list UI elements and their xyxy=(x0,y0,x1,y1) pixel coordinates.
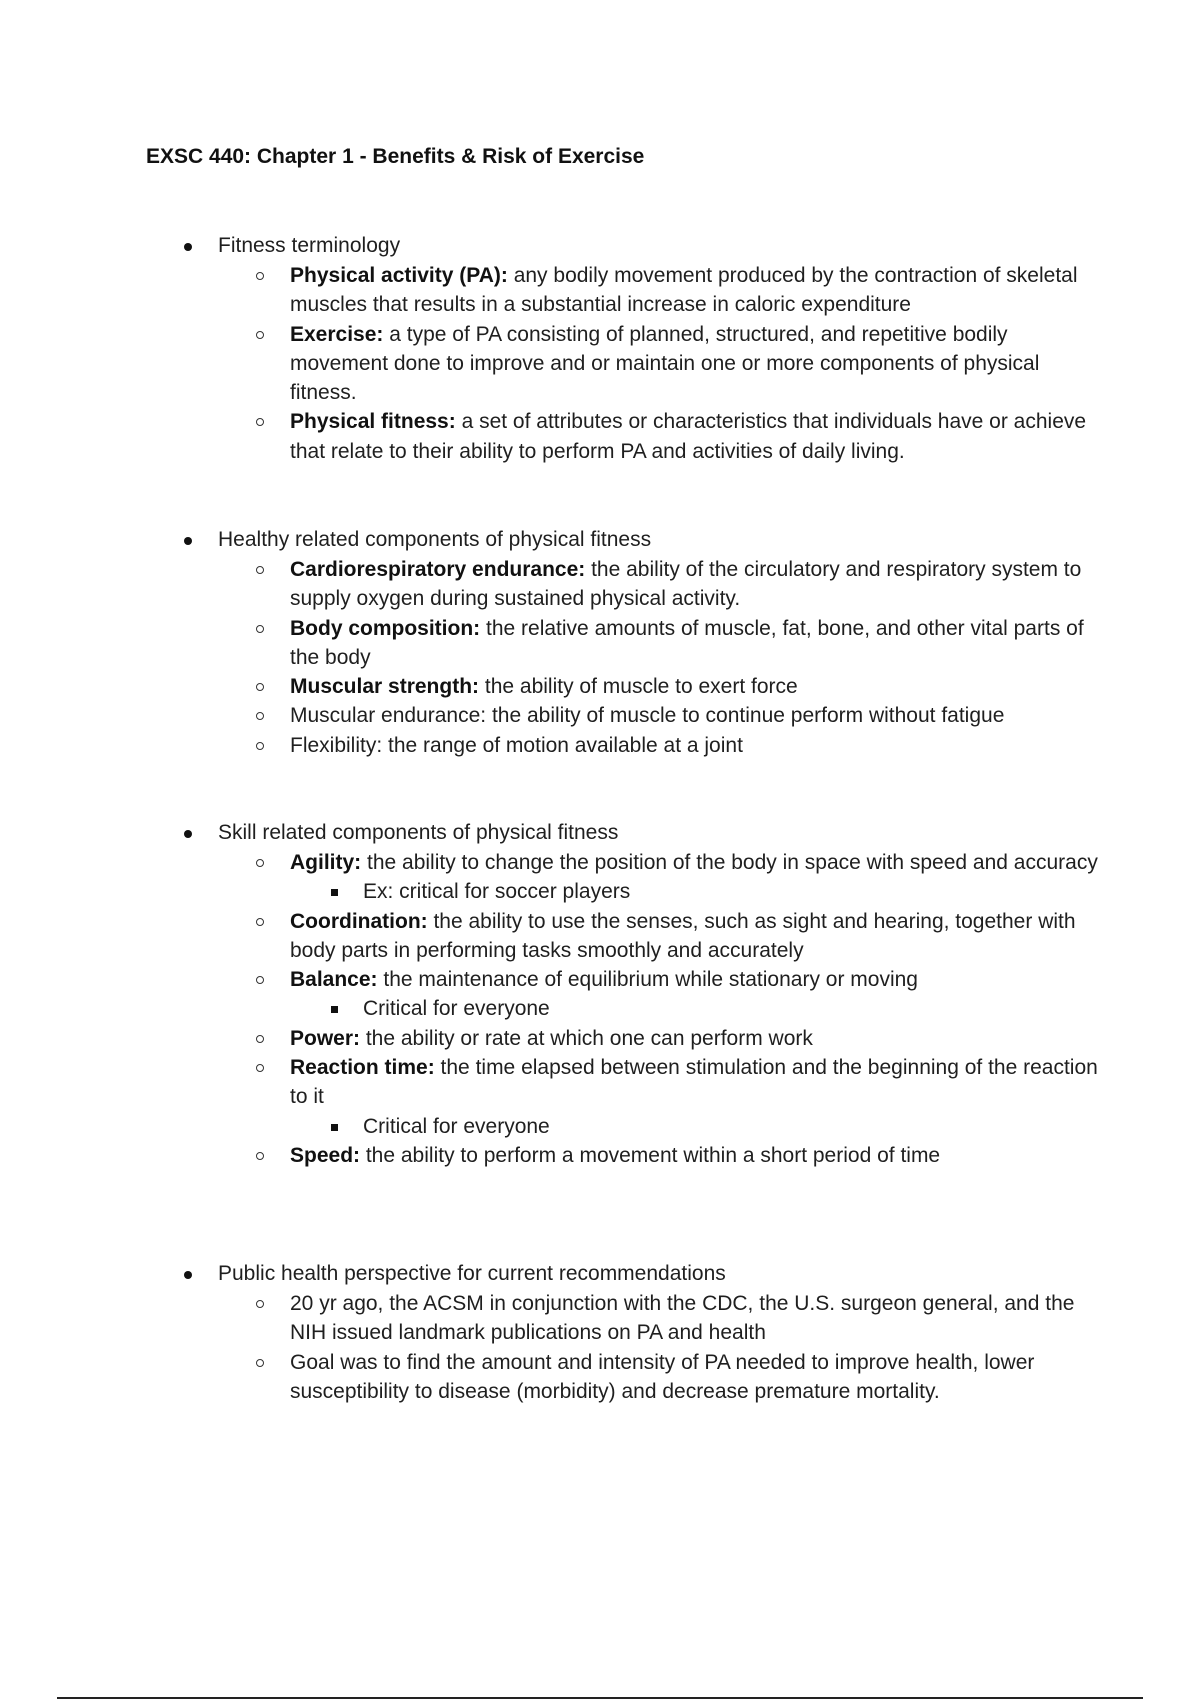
bullet-circle-icon xyxy=(256,1152,264,1160)
term-label: Balance: xyxy=(290,968,378,992)
section-heading xyxy=(0,1259,1200,1289)
list-item xyxy=(0,1348,1200,1407)
term-label: Cardiorespiratory endurance: xyxy=(290,558,586,581)
term-definition: the time elapsed between stimulation and the beginning of the reaction to it xyxy=(290,1056,1098,1109)
list-item xyxy=(0,261,1200,320)
section-heading xyxy=(0,818,1200,848)
bullet-circle-icon xyxy=(256,1300,264,1308)
list-item-text: Muscular endurance: the ability of muscle to continue perform without fatigue xyxy=(290,704,1005,728)
bullet-circle-icon xyxy=(256,859,264,867)
list-item xyxy=(0,731,1200,760)
bullet-circle-icon xyxy=(256,272,264,280)
term-definition: any bodily movement produced by the contraction of skeletal muscles that results in a substantial increase in caloric expenditure xyxy=(290,264,1078,317)
list-item xyxy=(0,320,1200,408)
term-label: Agility: xyxy=(290,851,362,874)
term-definition: the ability of muscle to exert force xyxy=(479,675,798,699)
sub-list-item xyxy=(0,1112,1200,1141)
term-definition: the ability of the circulatory and respiratory system to supply oxygen during sustained physical activity. xyxy=(290,558,1082,611)
section-heading-label: Fitness terminology xyxy=(218,234,401,257)
bullet-circle-icon xyxy=(256,1064,264,1072)
list-item-text: Goal was to find the amount and intensity of PA needed to improve health, lower susceptibility to disease (morbidity) and decrease premature mortality. xyxy=(290,1350,1035,1403)
bullet-disc-icon xyxy=(184,537,192,545)
bullet-circle-icon xyxy=(256,976,264,984)
bullet-circle-icon xyxy=(256,625,264,633)
list-item xyxy=(0,1289,1200,1348)
bullet-square-icon xyxy=(331,1124,338,1131)
term-definition: the relative amounts of muscle, fat, bone, and other vital parts of the body xyxy=(290,616,1084,669)
list-item xyxy=(0,701,1200,730)
sub-list-item xyxy=(0,994,1200,1023)
bullet-circle-icon xyxy=(256,331,264,339)
page-title: EXSC 440: Chapter 1 - Benefits & Risk of Exercise xyxy=(146,145,645,168)
bullet-circle-icon xyxy=(256,742,264,750)
section-fitness-terminology xyxy=(0,231,1200,466)
term-label: Muscular strength: xyxy=(290,675,480,699)
bullet-square-icon xyxy=(331,1006,338,1013)
bullet-circle-icon xyxy=(256,712,264,720)
term-label: Physical fitness: xyxy=(290,410,456,434)
bullet-circle-icon xyxy=(256,418,264,426)
term-label: Speed: xyxy=(290,1143,361,1167)
bullet-circle-icon xyxy=(256,1035,264,1043)
list-item xyxy=(0,407,1200,466)
term-definition: the ability or rate at which one can perform work xyxy=(360,1026,813,1050)
term-label: Body composition: xyxy=(290,616,481,640)
bullet-disc-icon xyxy=(184,830,192,838)
sub-list-item-text: Critical for everyone xyxy=(363,997,550,1021)
section-health-related-components xyxy=(0,525,1200,760)
section-skill-related-components xyxy=(0,818,1200,1170)
bullet-disc-icon xyxy=(184,1271,192,1279)
footer-divider xyxy=(57,1697,1143,1699)
list-item xyxy=(0,555,1200,614)
bullet-circle-icon xyxy=(256,683,264,691)
section-heading-label: Skill related components of physical fitness xyxy=(218,821,619,844)
bullet-circle-icon xyxy=(256,918,264,926)
list-item xyxy=(0,848,1200,877)
section-heading xyxy=(0,525,1200,555)
term-definition: the ability to change the position of the body in space with speed and accuracy xyxy=(361,851,1098,874)
term-label: Reaction time: xyxy=(290,1056,435,1080)
list-item xyxy=(0,1141,1200,1170)
section-heading xyxy=(0,231,1200,261)
list-item xyxy=(0,1053,1200,1112)
list-item-text: 20 yr ago, the ACSM in conjunction with the CDC, the U.S. surgeon general, and the NIH issued landmark publications on PA and health xyxy=(290,1292,1075,1345)
sub-list-item-text: Critical for everyone xyxy=(363,1114,550,1138)
term-definition: a set of attributes or characteristics that individuals have or achieve that relate to their ability to perform PA and activities of daily living. xyxy=(290,410,1087,463)
term-label: Coordination: xyxy=(290,909,428,933)
bullet-disc-icon xyxy=(184,243,192,251)
sub-list-item xyxy=(0,877,1200,906)
list-item xyxy=(0,1024,1200,1053)
section-heading-label: Healthy related components of physical fitness xyxy=(218,528,652,551)
sub-list-item-text: Ex: critical for soccer players xyxy=(363,880,631,904)
bullet-square-icon xyxy=(331,889,338,896)
section-heading-label: Public health perspective for current recommendations xyxy=(218,1262,726,1285)
term-definition: the ability to use the senses, such as sight and hearing, together with body parts in performing tasks smoothly and accurately xyxy=(290,909,1076,962)
list-item xyxy=(0,907,1200,966)
term-definition: a type of PA consisting of planned, structured, and repetitive bodily movement done to improve and or maintain one or more components of physical fitness. xyxy=(290,322,1040,405)
list-item xyxy=(0,672,1200,701)
term-label: Power: xyxy=(290,1026,361,1050)
section-public-health-perspective xyxy=(0,1259,1200,1406)
term-label: Physical activity (PA): xyxy=(290,264,508,287)
list-item xyxy=(0,614,1200,673)
list-item-text: Flexibility: the range of motion available at a joint xyxy=(290,733,743,757)
term-definition: the maintenance of equilibrium while stationary or moving xyxy=(377,968,918,992)
list-item xyxy=(0,965,1200,994)
term-definition: the ability to perform a movement within a short period of time xyxy=(360,1143,941,1167)
bullet-circle-icon xyxy=(256,1359,264,1367)
term-label: Exercise: xyxy=(290,322,384,346)
bullet-circle-icon xyxy=(256,566,264,574)
